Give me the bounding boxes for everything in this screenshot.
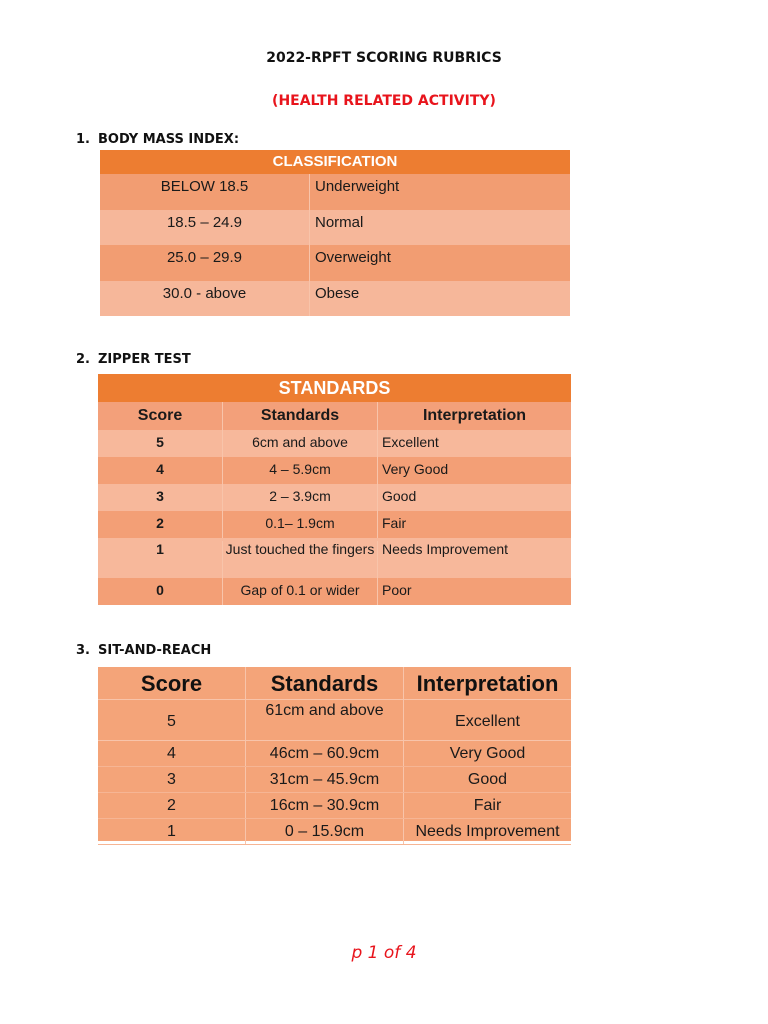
table-row — [98, 538, 571, 578]
bmi-label-cell: Normal — [315, 213, 364, 231]
section-title: BODY MASS INDEX: — [98, 132, 240, 147]
bmi-range-cell: 25.0 – 29.9 — [100, 245, 310, 281]
section-title: SIT-AND-REACH — [98, 643, 212, 658]
interpretation-cell: Good — [467, 771, 508, 788]
bmi-classification-table — [100, 150, 570, 316]
interpretation-cell: Fair — [382, 515, 407, 531]
score-cell: 4 — [98, 457, 223, 484]
column-header: Interpretation — [422, 407, 527, 424]
interpretation-cell: Needs Improvement — [415, 823, 560, 840]
document-title: 2022-RPFT SCORING RUBRICS — [266, 50, 502, 66]
score-cell: 4 — [98, 741, 246, 766]
table-row — [98, 511, 571, 538]
table-row — [98, 767, 571, 793]
table-header-row — [98, 402, 571, 430]
table-row — [100, 210, 570, 246]
table-row — [98, 793, 571, 819]
table-row — [100, 245, 570, 281]
table-header: CLASSIFICATION — [100, 150, 570, 174]
table-header-row — [98, 667, 571, 700]
interpretation-cell: Very Good — [449, 745, 526, 762]
section-heading-sit-and-reach — [76, 643, 211, 658]
standard-cell: Gap of 0.1 or wider — [223, 578, 378, 605]
section-number: 3. — [76, 643, 90, 658]
page-number: p 1 of 4 — [351, 943, 417, 963]
score-cell: 3 — [98, 484, 223, 511]
table-row — [100, 174, 570, 210]
column-header: Standards — [246, 667, 404, 699]
table-row — [98, 578, 571, 605]
section-number: 2. — [76, 352, 90, 367]
score-cell: 5 — [98, 430, 223, 457]
score-cell: 5 — [98, 700, 246, 740]
sit-and-reach-table — [98, 667, 571, 841]
table-row — [98, 741, 571, 767]
standard-cell: 16cm – 30.9cm — [246, 793, 404, 818]
table-row — [98, 457, 571, 484]
section-title: ZIPPER TEST — [98, 352, 191, 367]
bmi-range-cell: 18.5 – 24.9 — [100, 210, 310, 246]
standard-cell: 46cm – 60.9cm — [246, 741, 404, 766]
score-cell: 0 — [98, 578, 223, 605]
zipper-test-table — [98, 374, 571, 604]
interpretation-cell: Excellent — [382, 434, 439, 450]
column-header: Score — [98, 402, 223, 430]
table-row — [98, 484, 571, 511]
score-cell: 1 — [98, 541, 223, 578]
section-heading-zipper — [76, 352, 191, 367]
column-header: Score — [98, 667, 246, 699]
standard-cell: 61cm and above — [246, 700, 404, 740]
section-number: 1. — [76, 132, 90, 147]
standard-cell: 31cm – 45.9cm — [246, 767, 404, 792]
table-row — [98, 819, 571, 845]
standard-cell: Just touched the fingers — [223, 541, 378, 578]
standard-cell: 6cm and above — [223, 430, 378, 457]
interpretation-cell: Good — [382, 488, 417, 504]
interpretation-cell: Needs Improvement — [382, 541, 509, 557]
interpretation-cell: Fair — [473, 797, 502, 814]
section-heading-bmi — [76, 132, 239, 147]
score-cell: 3 — [98, 767, 246, 792]
interpretation-cell: Excellent — [455, 713, 520, 730]
bmi-label-cell: Overweight — [315, 249, 391, 266]
bmi-label-cell: Obese — [315, 284, 360, 302]
interpretation-cell: Very Good — [382, 461, 449, 477]
table-title: STANDARDS — [98, 374, 571, 402]
score-cell: 2 — [98, 793, 246, 818]
score-cell: 1 — [98, 819, 246, 844]
standard-cell: 2 – 3.9cm — [223, 484, 378, 511]
bmi-label-cell: Underweight — [315, 178, 400, 195]
table-row — [100, 281, 570, 317]
table-row — [98, 700, 571, 741]
bmi-range-cell: BELOW 18.5 — [100, 174, 310, 210]
column-header: Interpretation — [416, 671, 559, 696]
bmi-range-cell: 30.0 - above — [100, 281, 310, 317]
standard-cell: 4 – 5.9cm — [223, 457, 378, 484]
document-subtitle: (HEALTH RELATED ACTIVITY) — [272, 93, 496, 109]
interpretation-cell: Poor — [382, 582, 412, 598]
column-header: Standards — [223, 402, 378, 430]
standard-cell: 0 – 15.9cm — [246, 819, 404, 844]
standard-cell: 0.1– 1.9cm — [223, 511, 378, 538]
score-cell: 2 — [98, 511, 223, 538]
table-row — [98, 430, 571, 457]
